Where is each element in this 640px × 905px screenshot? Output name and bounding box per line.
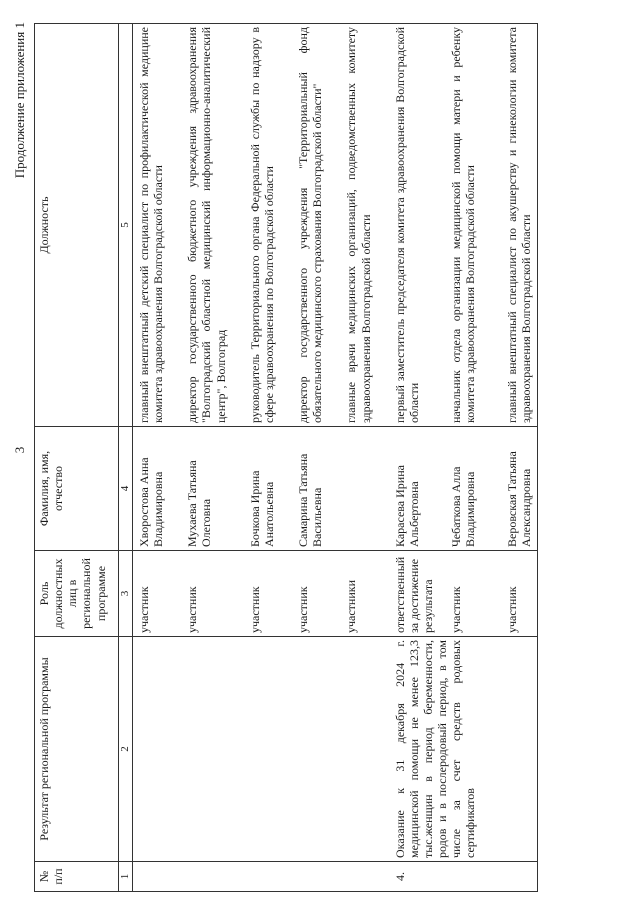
- table-row: [132, 24, 169, 892]
- position-cell: директор государственного учреждения "Территориальный фонд обязательного медицинского страхования Волгоградской области": [292, 24, 328, 427]
- role-cell: ответственный за достижение результата: [392, 556, 435, 633]
- name-cell: Веровская Татьяна Александровна: [504, 451, 533, 547]
- position-stack: [389, 24, 538, 427]
- column-number: 1: [119, 862, 133, 892]
- position-cell: начальник отдела организации медицинской помощи матери и ребенку комитета здравоохранения Волгоградской области: [448, 27, 477, 423]
- name-cell: Чебаткова Алла Владимировна: [448, 466, 477, 547]
- column-numbers-row: [119, 24, 133, 892]
- column-header-result: Результат региональной программы: [35, 637, 119, 862]
- name-cell: Карасева Ирина Альбертовна: [392, 465, 421, 547]
- position-cell: главный внештатный специалист по акушерству и гинекологии комитета здравоохранения Волгоградской области: [504, 27, 533, 423]
- name-cell: Хворостова Анна Владимировна: [132, 427, 169, 551]
- result-cell: Оказание к 31 декабря 2024 г. медицинской помощи не менее 123,3 тыс.женщин в период беременности, родов и в послеродовый период, в том числе за счет средств родовых сертификатов: [389, 637, 538, 862]
- program-participants-table: [34, 23, 538, 892]
- role-cell: участник: [132, 551, 169, 637]
- position-cell: директор государственного бюджетного учреждения здравоохранения "Волгоградский областной медицинский информационно-аналитический центр", Волгоград: [181, 24, 231, 427]
- position-cell: руководитель Территориального органа Федеральной службы по надзору в сфере здравоохранения по Волгоградской области: [244, 24, 280, 427]
- column-number: 2: [119, 637, 133, 862]
- role-cell: участник: [448, 586, 463, 633]
- name-cell: Бочкова Ирина Анатольевна: [244, 427, 280, 551]
- column-number: 5: [119, 24, 133, 427]
- position-cell: первый заместитель председателя комитета здравоохранения Волгоградской области: [392, 27, 421, 423]
- role-cell: участник: [181, 551, 231, 637]
- name-stack: [389, 427, 538, 551]
- table-row: [244, 24, 280, 892]
- position-cell: главный внештатный детский специалист по профилактической медицине комитета здравоохранения Волгоградской области: [132, 24, 169, 427]
- appendix-caption: Продолжение приложения 1: [12, 22, 27, 179]
- item-number: 4.: [389, 862, 538, 892]
- rotated-page: [0, 10, 620, 905]
- role-cell: участник: [292, 551, 328, 637]
- column-number: 4: [119, 427, 133, 551]
- name-cell: Самарина Татьяна Васильевна: [292, 427, 328, 551]
- role-cell: участники: [340, 551, 376, 637]
- page-number: 3: [12, 446, 27, 454]
- name-cell: [340, 427, 376, 551]
- table-row: [292, 24, 328, 892]
- column-header-number: № п/п: [35, 862, 119, 892]
- column-header-role: Роль должностных лиц в региональной программе: [35, 551, 119, 637]
- role-stack: [389, 551, 538, 637]
- column-number: 3: [119, 551, 133, 637]
- role-cell: участник: [244, 551, 280, 637]
- table-header-row: [35, 24, 119, 892]
- table-row: [340, 24, 376, 892]
- table-row: [181, 24, 231, 892]
- column-header-position: Должность: [35, 24, 119, 427]
- name-cell: Мухаева Татьяна Олеговна: [181, 427, 231, 551]
- table-row-item-4: [389, 24, 538, 892]
- role-cell: участник: [504, 586, 519, 633]
- column-header-name: Фамилия, имя, отчество: [35, 427, 119, 551]
- position-cell: главные врачи медицинских организаций, подведомственных комитету здравоохранения Волгоградской области: [340, 24, 376, 427]
